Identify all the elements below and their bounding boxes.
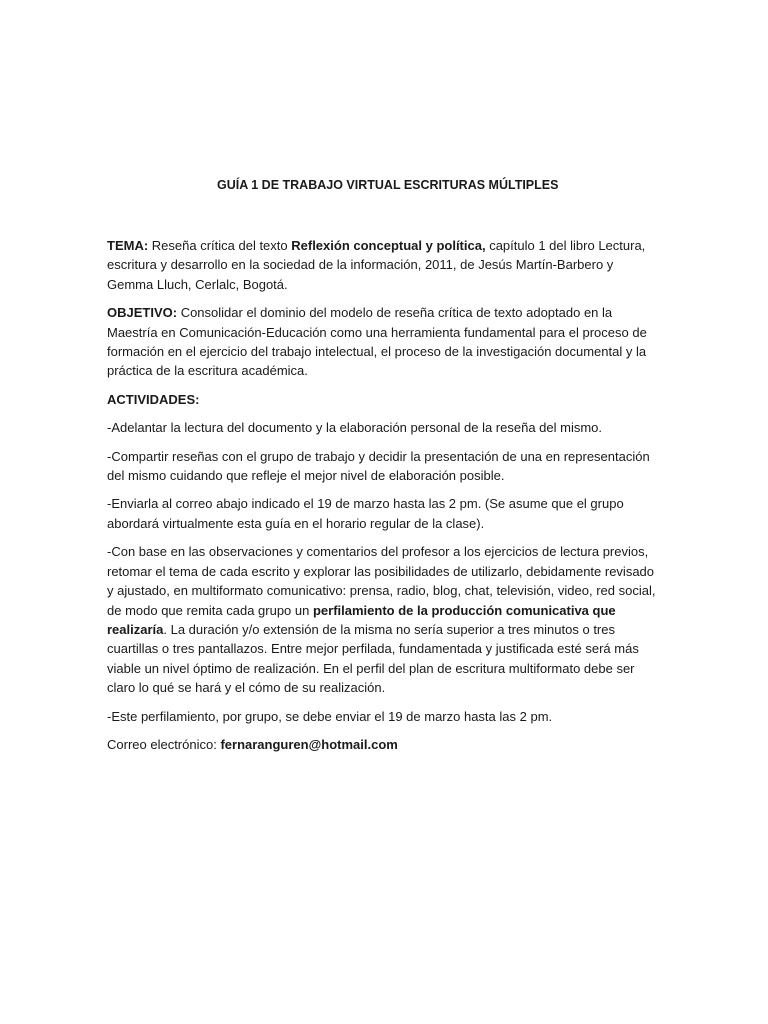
actividad-4: [107, 542, 660, 697]
document-title-text: GUÍA 1 DE TRABAJO VIRTUAL ESCRITURAS MÚLTIPLES: [217, 178, 559, 192]
actividad-4-text-a: -Con base en las observaciones y comentarios del profesor a los ejercicios de lectura previos, retomar el tema de cada escrito y explorar las posibilidades de utilizarlo, debidamente revisado y ajustado, en multiformato comunicativo: prensa, radio, blog, chat, televisión, video, red social, de modo que remita cada grupo un: [107, 544, 656, 618]
actividad-1: -Adelantar la lectura del documento y la elaboración personal de la reseña del mismo.: [107, 420, 603, 436]
actividad-4-text-b: . La duración y/o extensión de la misma no sería superior a tres minutos o tres cuartillas o tres pantallazos. Entre mejor perfilada, fundamentada y justificada esté será más viable un nivel óptimo de realización. En el perfil del plan de escritura multiformato debe ser claro lo qué se hará y el cómo de su realización.: [107, 621, 639, 696]
objetivo-paragraph: [107, 303, 660, 381]
actividad-3: -Enviarla al correo abajo indicado el 19 de marzo hasta las 2 pm. (Se asume que el grupo abordará virtualmente esta guía en el horario regular de la clase).: [107, 496, 624, 531]
tema-bold-title: Reflexión conceptual y política,: [291, 238, 486, 253]
correo-label: Correo electrónico:: [107, 736, 221, 752]
document-body: [107, 236, 660, 763]
correo-paragraph: [107, 735, 660, 754]
tema-text-a: Reseña crítica del texto: [148, 238, 292, 253]
actividades-label: ACTIVIDADES:: [107, 391, 200, 407]
tema-label: TEMA:: [107, 238, 149, 253]
tema-paragraph: [107, 236, 660, 294]
actividades-heading: [107, 390, 660, 409]
objetivo-label: OBJETIVO:: [107, 305, 178, 321]
tema-text-b: capítulo 1 del libro Lectura, escritura y desarrollo en la sociedad de la información, 2011, de Jesús Martín-Barbero y Gemma Lluch, Cerlalc, Bogotá.: [107, 238, 646, 292]
actividad-5: -Este perfilamiento, por grupo, se debe enviar el 19 de marzo hasta las 2 pm.: [107, 708, 553, 724]
document-title: [107, 178, 667, 192]
actividad-2: -Compartir reseñas con el grupo de trabajo y decidir la presentación de una en representación del mismo cuidando que refleje el mejor nivel de elaboración posible.: [107, 448, 650, 484]
correo-email: fernaranguren@hotmail.com: [220, 736, 398, 752]
objetivo-text: Consolidar el dominio del modelo de reseña crítica de texto adoptado en la Maestría en Comunicación-Educación como una herramienta fundamental para el proceso de formación en el ejercicio del trabajo intelectual, el proceso de la investigación documental y la práctica de la escritura académica.: [107, 305, 647, 379]
actividad-4-bold: perfilamiento de la producción comunicativa que realizaría: [107, 602, 616, 637]
